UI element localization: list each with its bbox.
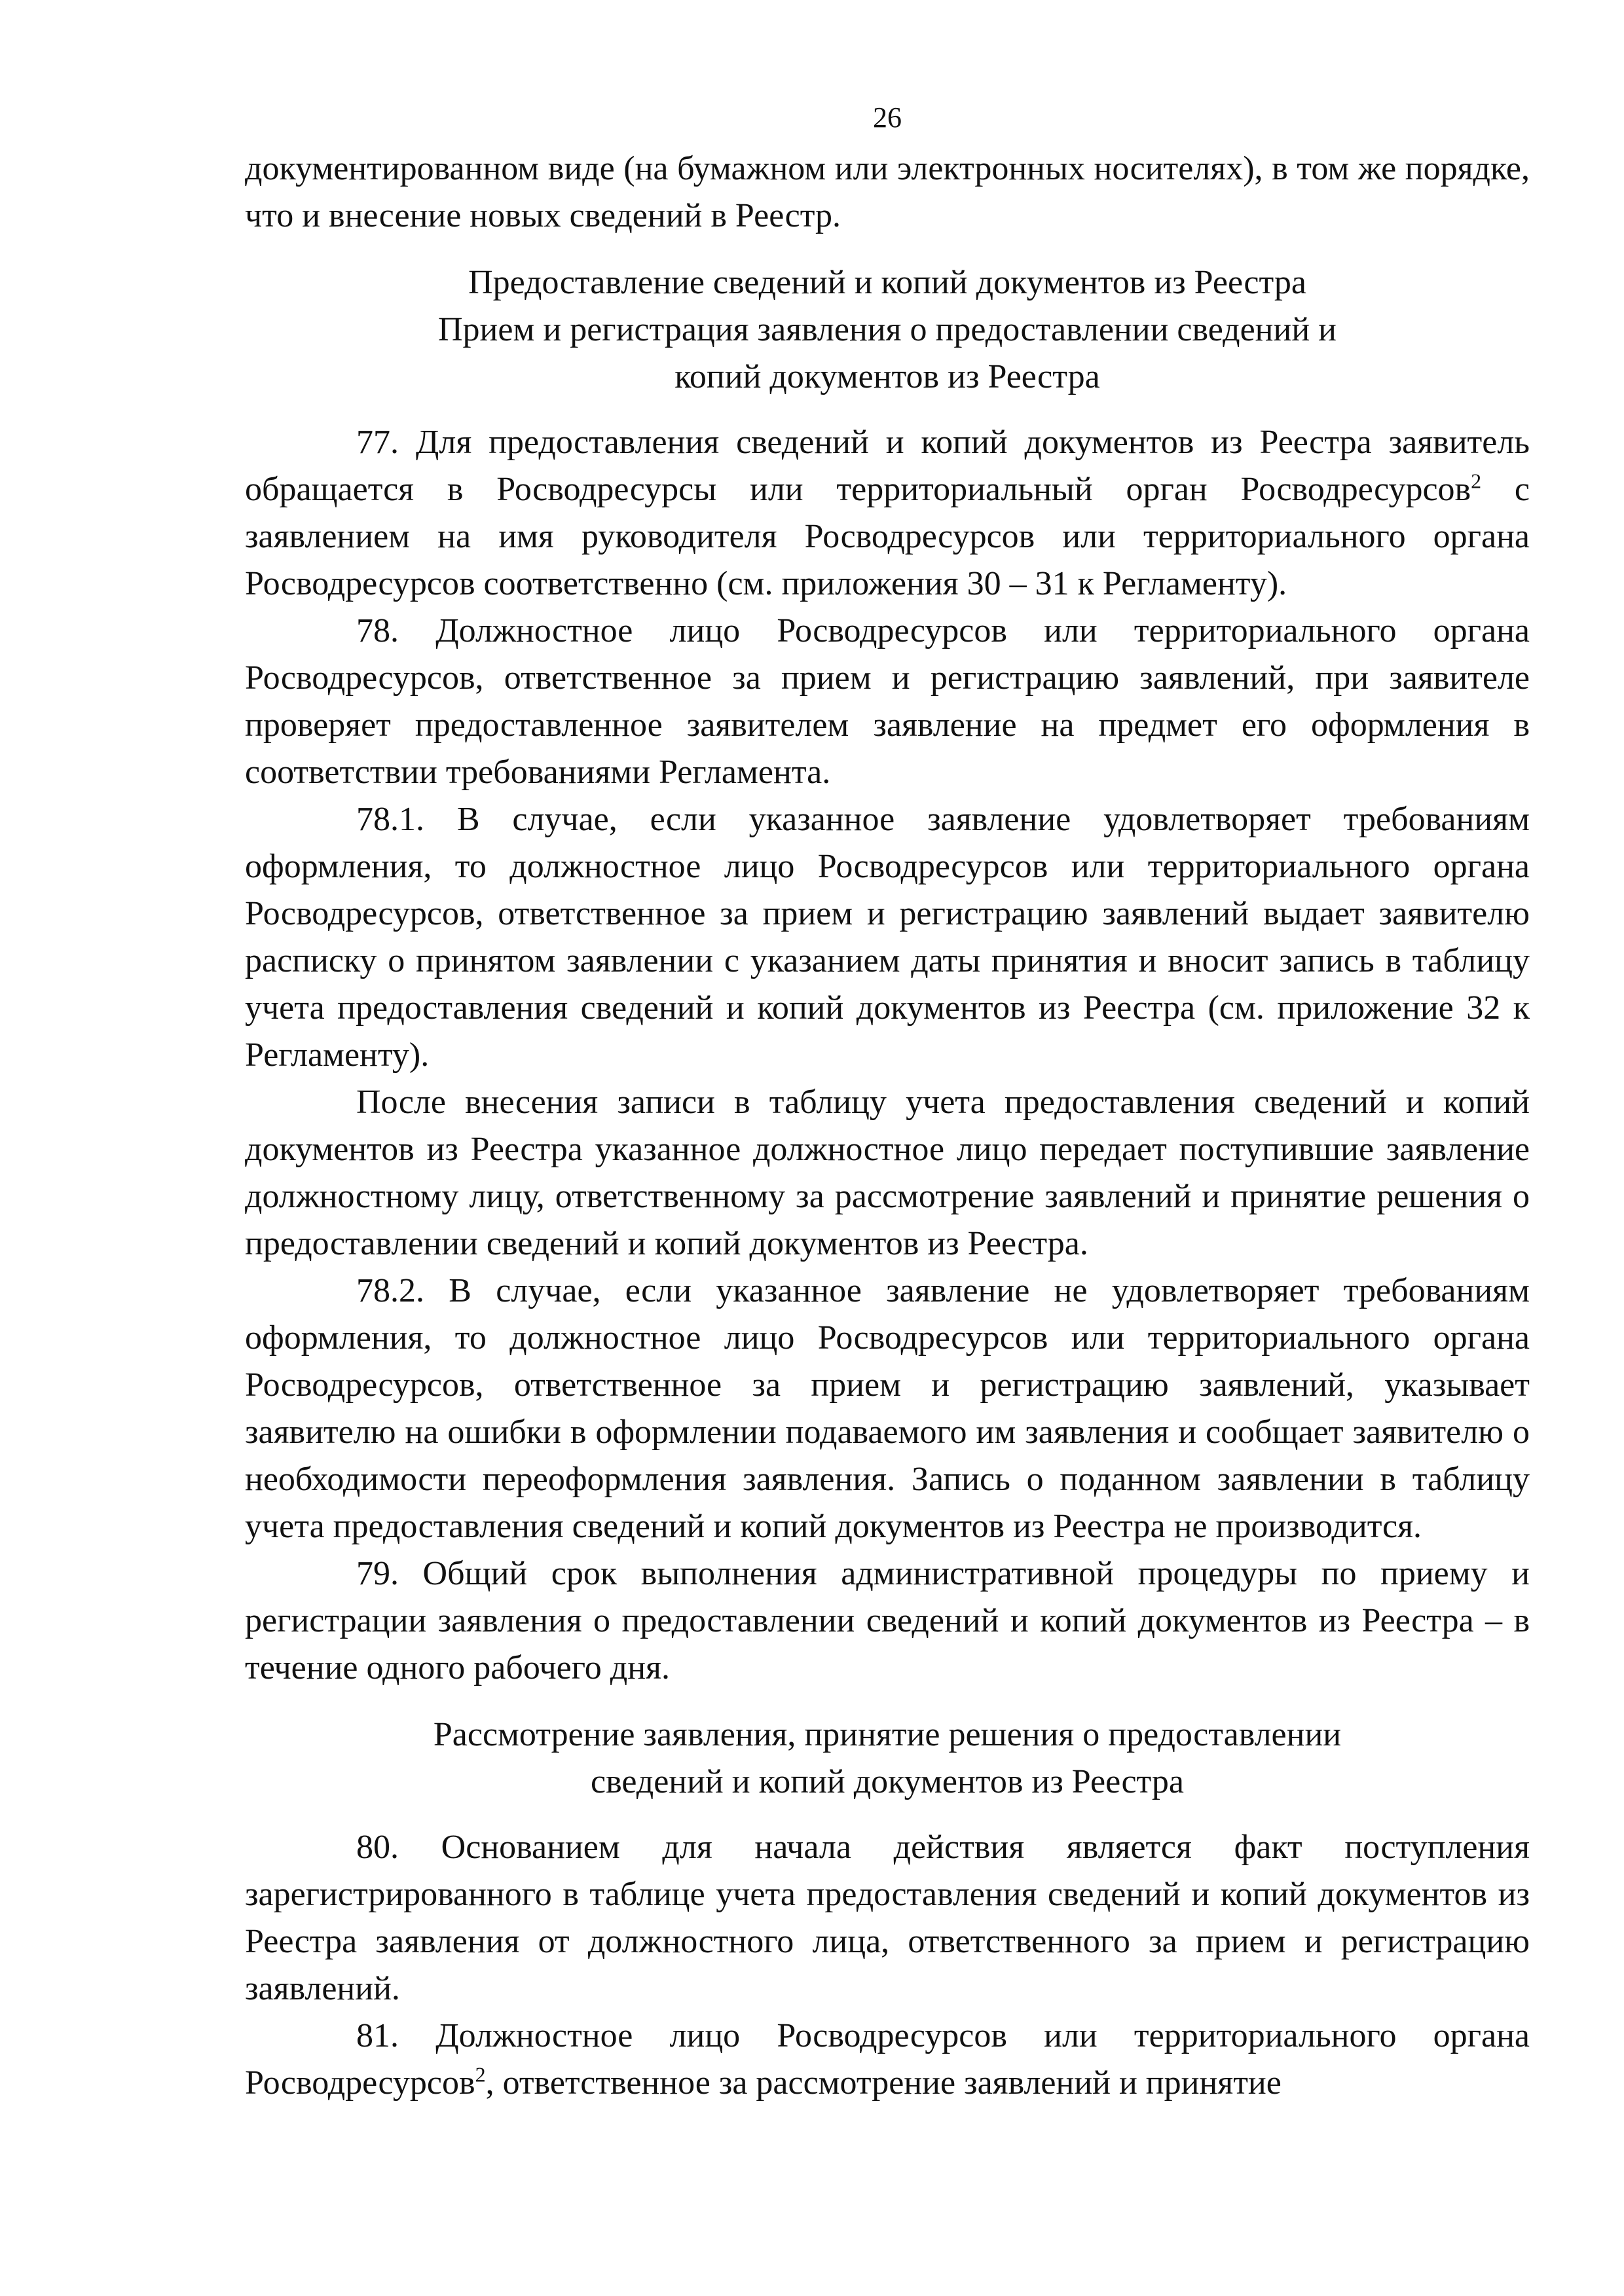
paragraph-text: 77. Для предоставления сведений и копий документов из Реестра заявитель обращается в Росводресурсы или территориальный орган Росводресурсов	[245, 424, 1530, 508]
heading-line: Прием и регистрация заявления о предоставлении сведений и	[438, 311, 1337, 348]
paragraph-78-1-continuation: После внесения записи в таблицу учета предоставления сведений и копий документов из Реестра указанное должностное лицо передает поступившие заявление должностному лицу, ответственному за рассмотрение заявлений и принятие решения о предоставлении сведений и копий документов из Реестра.	[245, 1084, 1530, 1262]
footnote-ref: 2	[475, 2062, 486, 2086]
section-heading-1	[323, 259, 1451, 401]
paragraph-text: , ответственное за рассмотрение заявлений и принятие	[485, 2064, 1282, 2102]
paragraph-78-2: 78.2. В случае, если указанное заявление не удовлетворяет требованиям оформления, то должностное лицо Росводресурсов или территориального органа Росводресурсов, ответственное за прием и регистрацию заявлений, указывает заявителю на ошибки в оформлении подаваемого им заявления и сообщает заявителю о необходимости переоформления заявления. Запись о поданном заявлении в таблицу учета предоставления сведений и копий документов из Реестра не производится.	[245, 1272, 1530, 1545]
footnote-ref: 2	[1471, 469, 1482, 493]
heading-line: сведений и копий документов из Реестра	[591, 1763, 1184, 1800]
heading-line: Предоставление сведений и копий документов из Реестра	[468, 264, 1306, 301]
document-page	[245, 98, 1530, 2107]
paragraph-81	[245, 2013, 1530, 2107]
paragraph-79: 79. Общий срок выполнения административной процедуры по приему и регистрации заявления о предоставлении сведений и копий документов из Реестра – в течение одного рабочего дня.	[245, 1555, 1530, 1686]
paragraph-78-1: 78.1. В случае, если указанное заявление удовлетворяет требованиям оформления, то должностное лицо Росводресурсов или территориального органа Росводресурсов, ответственное за прием и регистрацию заявлений выдает заявителю расписку о принятом заявлении с указанием даты принятия и вносит запись в таблицу учета предоставления сведений и копий документов из Реестра (см. приложение 32 к Регламенту).	[245, 801, 1530, 1074]
heading-line: Рассмотрение заявления, принятие решения о предоставлении	[433, 1716, 1342, 1753]
paragraph-text: 81. Должностное лицо Росводресурсов или территориального органа Росводресурсов	[245, 2017, 1530, 2102]
paragraph-80: 80. Основанием для начала действия является факт поступления зарегистрированного в таблице учета предоставления сведений и копий документов из Реестра заявления от должностного лица, ответственного за прием и регистрацию заявлений.	[245, 1829, 1530, 2007]
paragraph-78: 78. Должностное лицо Росводресурсов или территориального органа Росводресурсов, ответственное за прием и регистрацию заявлений, при заявителе проверяет предоставленное заявителем заявление на предмет его оформления в соответствии требованиями Регламента.	[245, 612, 1530, 791]
paragraph-continuation: документированном виде (на бумажном или электронных носителях), в том же порядке, что и внесение новых сведений в Реестр.	[245, 150, 1530, 234]
section-heading-2	[323, 1711, 1451, 1806]
heading-line: копий документов из Реестра	[674, 358, 1100, 395]
paragraph-text: с заявлением на имя руководителя Росводресурсов или территориального органа Росводресурсов соответственно (см. приложения 30 – 31 к Регламенту).	[245, 471, 1530, 602]
page-number: 26	[873, 101, 902, 134]
paragraph-77	[245, 419, 1530, 608]
